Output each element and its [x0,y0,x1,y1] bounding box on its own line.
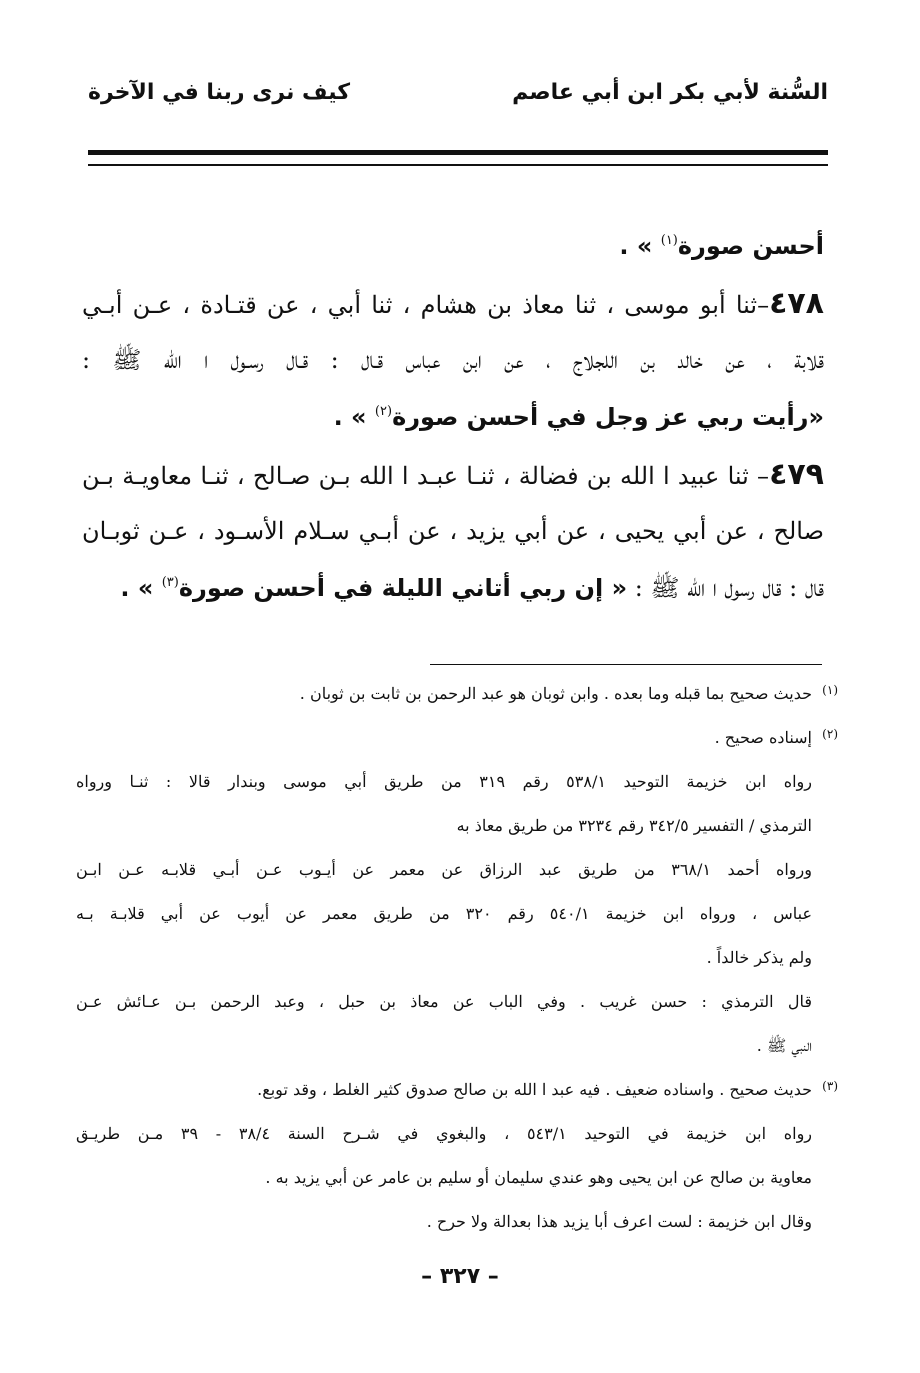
continuation-text: أحسن صورة [677,232,824,260]
hadith-478-number: ٤٧٨ [769,286,824,321]
footnote-line: عباس ، ورواه ابن خزيمة ٥٤٠/١ رقم ٣٢٠ من طريق معمر عن أيوب عن أبي قلابـة بـه [76,904,812,923]
footnote-line: الترمذي / التفسير ٣٤٢/٥ رقم ٣٢٣٤ من طريق معاذ به [456,816,812,835]
hadith-479-isnad-1: – ثنا عبيد ا الله بن فضالة ، ثنـا عبـد ا الله بـن صـالح ، ثنـا معاويـة بـن [82,462,770,490]
footnote-2 [76,716,838,1068]
footnote-line: حديث صحيح . واسناده ضعيف . فيه عبد ا الله بن صالح صدوق كثير الغلط ، وقد توبع. [257,1080,812,1099]
hadith-478-line-2: قلابة ، عن خالد بن اللجلاج ، عن ابن عباس قـال : قـال رسـول ا الله ﷺ : [82,346,824,374]
main-text [82,218,824,617]
hadith-478-matn: «رأيت ربي عز وجل في أحسن صورة [392,403,824,431]
footnote-mark: (٢) [822,727,838,741]
hadith-479-intro: قال : قال رسول ا الله ﷺ : [627,574,824,602]
hadith-478-tail: » . [333,403,375,431]
chapter-title: كيف نرى ربنا في الآخرة [88,80,351,105]
footnote-line: ورواه أحمد ٣٦٨/١ من طريق عبد الرزاق عن معمر عن أيـوب عـن أبـي قلابـه عـن ابـن [76,860,812,879]
footnote-ref-3: (٣) [161,575,179,590]
footnote-line: حديث صحيح بما قبله وما بعده . وابن ثوبان هو عبد الرحمن بن ثابت بن ثوبان . [299,684,812,703]
footnote-separator [430,664,822,665]
hadith-479-line-2: صالح ، عن أبي يحيى ، عن أبي يزيد ، عن أبـي سـلام الأسـود ، عـن ثوبـان [82,517,824,545]
hadith-479-matn: « إن ربي أتاني الليلة في أحسن صورة [178,574,628,602]
footnote-mark: (١) [822,683,838,697]
hadith-478-line-1 [82,275,824,332]
hadith-479-line-1 [82,446,824,503]
footnote-ref-2: (٢) [374,404,393,419]
hadith-479-tail: » . [120,574,162,602]
book-title: السُّنة لأبي بكر ابن أبي عاصم [512,80,828,105]
footnote-line: رواه ابن خزيمة التوحيد ٥٣٨/١ رقم ٣١٩ من طريق أبي موسى وبندار قالا : ثنـا ورواه [76,772,812,791]
footnotes [76,672,838,1244]
running-header [88,80,828,120]
header-rule-thick [88,150,828,155]
hadith-478-line-3 [82,389,824,446]
header-rule-thin [88,164,828,166]
footnote-line: قال الترمذي : حسن غريب . وفي الباب عن معاذ بن حبل ، وعبد الرحمن بـن عـائش عـن [76,992,812,1011]
hadith-478-isnad-1: –ثنا أبو موسى ، ثنا معاذ بن هشام ، ثنا أبي ، عن قتـادة ، عـن أبـي [82,291,770,319]
footnote-line: معاوية بن صالح عن ابن يحيى وهو عندي سليمان أو سليم بن عامر عن أبي يزيد به . [265,1168,812,1187]
page-number: – ٣٢٧ – [421,1264,499,1289]
hadith-479-number: ٤٧٩ [769,457,824,492]
footnote-3 [76,1068,838,1244]
footnote-line: وقال ابن خزيمة : لست اعرف أبا يزيد هذا بعدالة ولا حرح . [426,1212,812,1231]
footnote-line: رواه ابن خزيمة في التوحيد ٥٤٣/١ ، والبغوي في شـرح السنة ٣٨/٤ - ٣٩ مـن طريـق [76,1124,812,1143]
continuation-tail: » . [619,232,661,260]
footnote-line: ولم يذكر خالداً . [706,948,812,967]
footnote-line: إسناده صحيح . [714,728,812,747]
footnote-line: النبي ﷺ . [756,1036,812,1055]
hadith-479-line-3 [82,560,824,617]
continuation-line [82,218,824,275]
footnote-1 [76,672,838,716]
footnote-mark: (٣) [822,1079,838,1093]
footnote-ref-1: (١) [660,233,678,248]
